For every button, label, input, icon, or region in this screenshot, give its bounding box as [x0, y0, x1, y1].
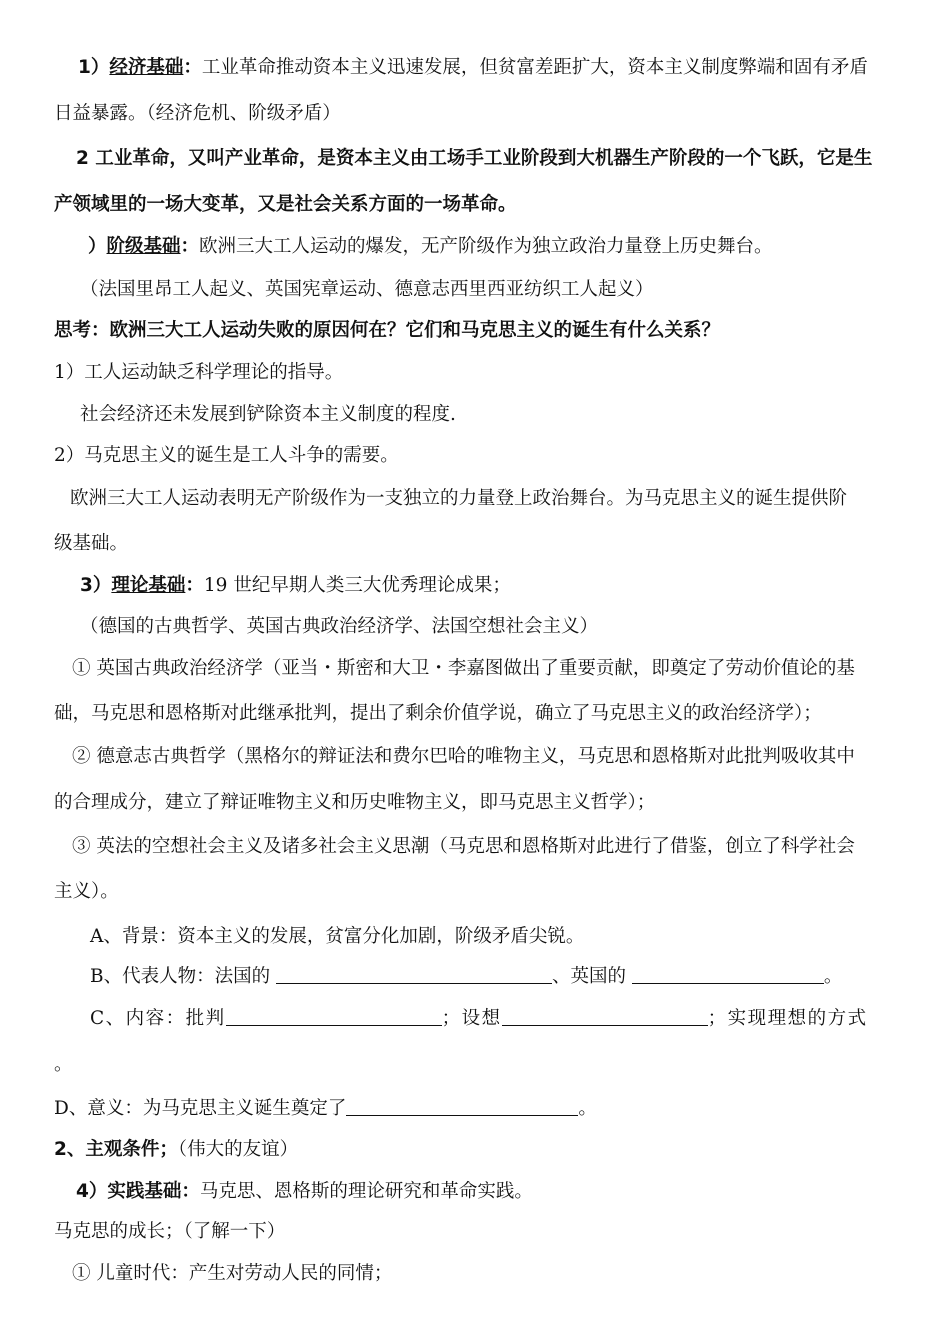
item-number: 1）: [78, 57, 110, 78]
line-end-punctuation: 。: [578, 1098, 597, 1119]
fill-blank-england[interactable]: [632, 965, 824, 984]
section-label: 理论基础: [111, 575, 186, 596]
growth-item-1: ① 儿童时代：产生对劳动人民的同情；: [72, 1263, 393, 1284]
theory-item-2-continuation: 的合理成分，建立了辩证唯物主义和历史唯物主义，即马克思主义哲学）；: [54, 792, 656, 813]
sub-item-significance: [54, 1096, 950, 1122]
item-number: 3）: [80, 575, 112, 596]
sub-item-label: C、内容：批判: [90, 1008, 226, 1029]
theory-item-1-continuation: 础，马克思和恩格斯对此继承批判，提出了剩余价值学说，确立了马克思主义的政治经济学）；: [54, 703, 822, 724]
parenthetical-note: （德国的古典哲学、英国古典政治经济学、法国空想社会主义）: [80, 616, 599, 637]
blank-separator: ；实现理想的方式: [707, 1008, 868, 1029]
theory-item-1: ① 英国古典政治经济学（亚当・斯密和大卫・李嘉图做出了重要贡献，即奠定了劳动价值论的基: [72, 658, 855, 679]
marx-growth-heading: 马克思的成长；（了解一下）: [54, 1221, 286, 1242]
line-end-punctuation: 。: [823, 966, 843, 987]
answer-1-detail: 社会经济还未发展到铲除资本主义制度的程度.: [80, 404, 456, 425]
fill-blank-critique[interactable]: [226, 1007, 442, 1026]
sub-item-representatives: [90, 964, 950, 990]
fill-blank-significance[interactable]: [346, 1097, 578, 1116]
section-economic-basis: [78, 55, 950, 81]
item-number: ）: [88, 236, 107, 257]
section-heading: 2、主观条件；: [54, 1139, 178, 1160]
fill-blank-vision[interactable]: [502, 1007, 708, 1026]
paragraph-text: 19 世纪早期人类三大优秀理论成果；: [203, 575, 511, 596]
answer-2: 2）马克思主义的诞生是工人斗争的需要。: [54, 445, 399, 466]
sub-item-content-continuation: 。: [54, 1054, 73, 1075]
section-label: 经济基础: [109, 57, 184, 78]
paragraph-continuation: 日益暴露。（经济危机、阶级矛盾）: [54, 103, 341, 124]
sub-item-content: [90, 1006, 950, 1032]
item-number: 4）: [76, 1181, 108, 1202]
paragraph-text: 欧洲三大工人运动的爆发，无产阶级作为独立政治力量登上历史舞台。: [199, 236, 773, 257]
sub-item-label: D、意义：为马克思主义诞生奠定了: [54, 1098, 347, 1119]
label-colon: ：: [185, 575, 204, 596]
parenthetical-note: （法国里昂工人起义、英国宪章运动、德意志西里西亚纺织工人起义）: [80, 279, 654, 300]
answer-2-detail: 欧洲三大工人运动表明无产阶级作为一支独立的力量登上政治舞台。为马克思主义的诞生提供阶: [70, 488, 848, 509]
think-question: 思考：欧洲三大工人运动失败的原因何在？它们和马克思主义的诞生有什么关系？: [54, 320, 721, 341]
fill-blank-france[interactable]: [276, 965, 552, 984]
label-colon: ：: [183, 57, 202, 78]
paragraph-text: 工业革命推动资本主义迅速发展，但贫富差距扩大，资本主义制度弊端和固有矛盾: [201, 57, 868, 78]
sub-item-background: A、背景：资本主义的发展，贫富分化加剧，阶级矛盾尖锐。: [90, 926, 585, 947]
subjective-conditions: [54, 1137, 950, 1163]
section-theory-basis: [80, 573, 950, 599]
blank-separator: 、英国的: [551, 966, 632, 987]
answer-1: 1）工人运动缺乏科学理论的指导。: [54, 362, 344, 383]
theory-item-3-continuation: 主义）。: [54, 881, 119, 902]
theory-item-2: ② 德意志古典哲学（黑格尔的辩证法和费尔巴哈的唯物主义，马克思和恩格斯对此批判吸收其中: [72, 746, 855, 767]
paragraph-text: 马克思、恩格斯的理论研究和革命实践。: [199, 1181, 533, 1202]
section-class-basis: [88, 234, 950, 260]
bold-note-line-1: 2 工业革命，又叫产业革命，是资本主义由工场手工业阶段到大机器生产阶段的一个飞跃，它是生: [76, 148, 873, 169]
theory-item-3: ③ 英法的空想社会主义及诸多社会主义思潮（马克思和恩格斯对此进行了借鉴，创立了科学社会: [72, 836, 855, 857]
parenthetical-note: （伟大的友谊）: [177, 1139, 299, 1160]
section-label: 实践基础：: [107, 1181, 200, 1202]
blank-separator: ；设想: [441, 1008, 502, 1029]
bold-note-line-2: 产领域里的一场大变革，又是社会关系方面的一场革命。: [54, 194, 517, 215]
answer-2-continuation: 级基础。: [54, 533, 129, 554]
label-colon: ：: [180, 236, 200, 257]
section-label: 阶级基础: [106, 236, 181, 257]
sub-item-label: B、代表人物：法国的: [90, 966, 276, 987]
section-practice-basis: [76, 1179, 950, 1205]
